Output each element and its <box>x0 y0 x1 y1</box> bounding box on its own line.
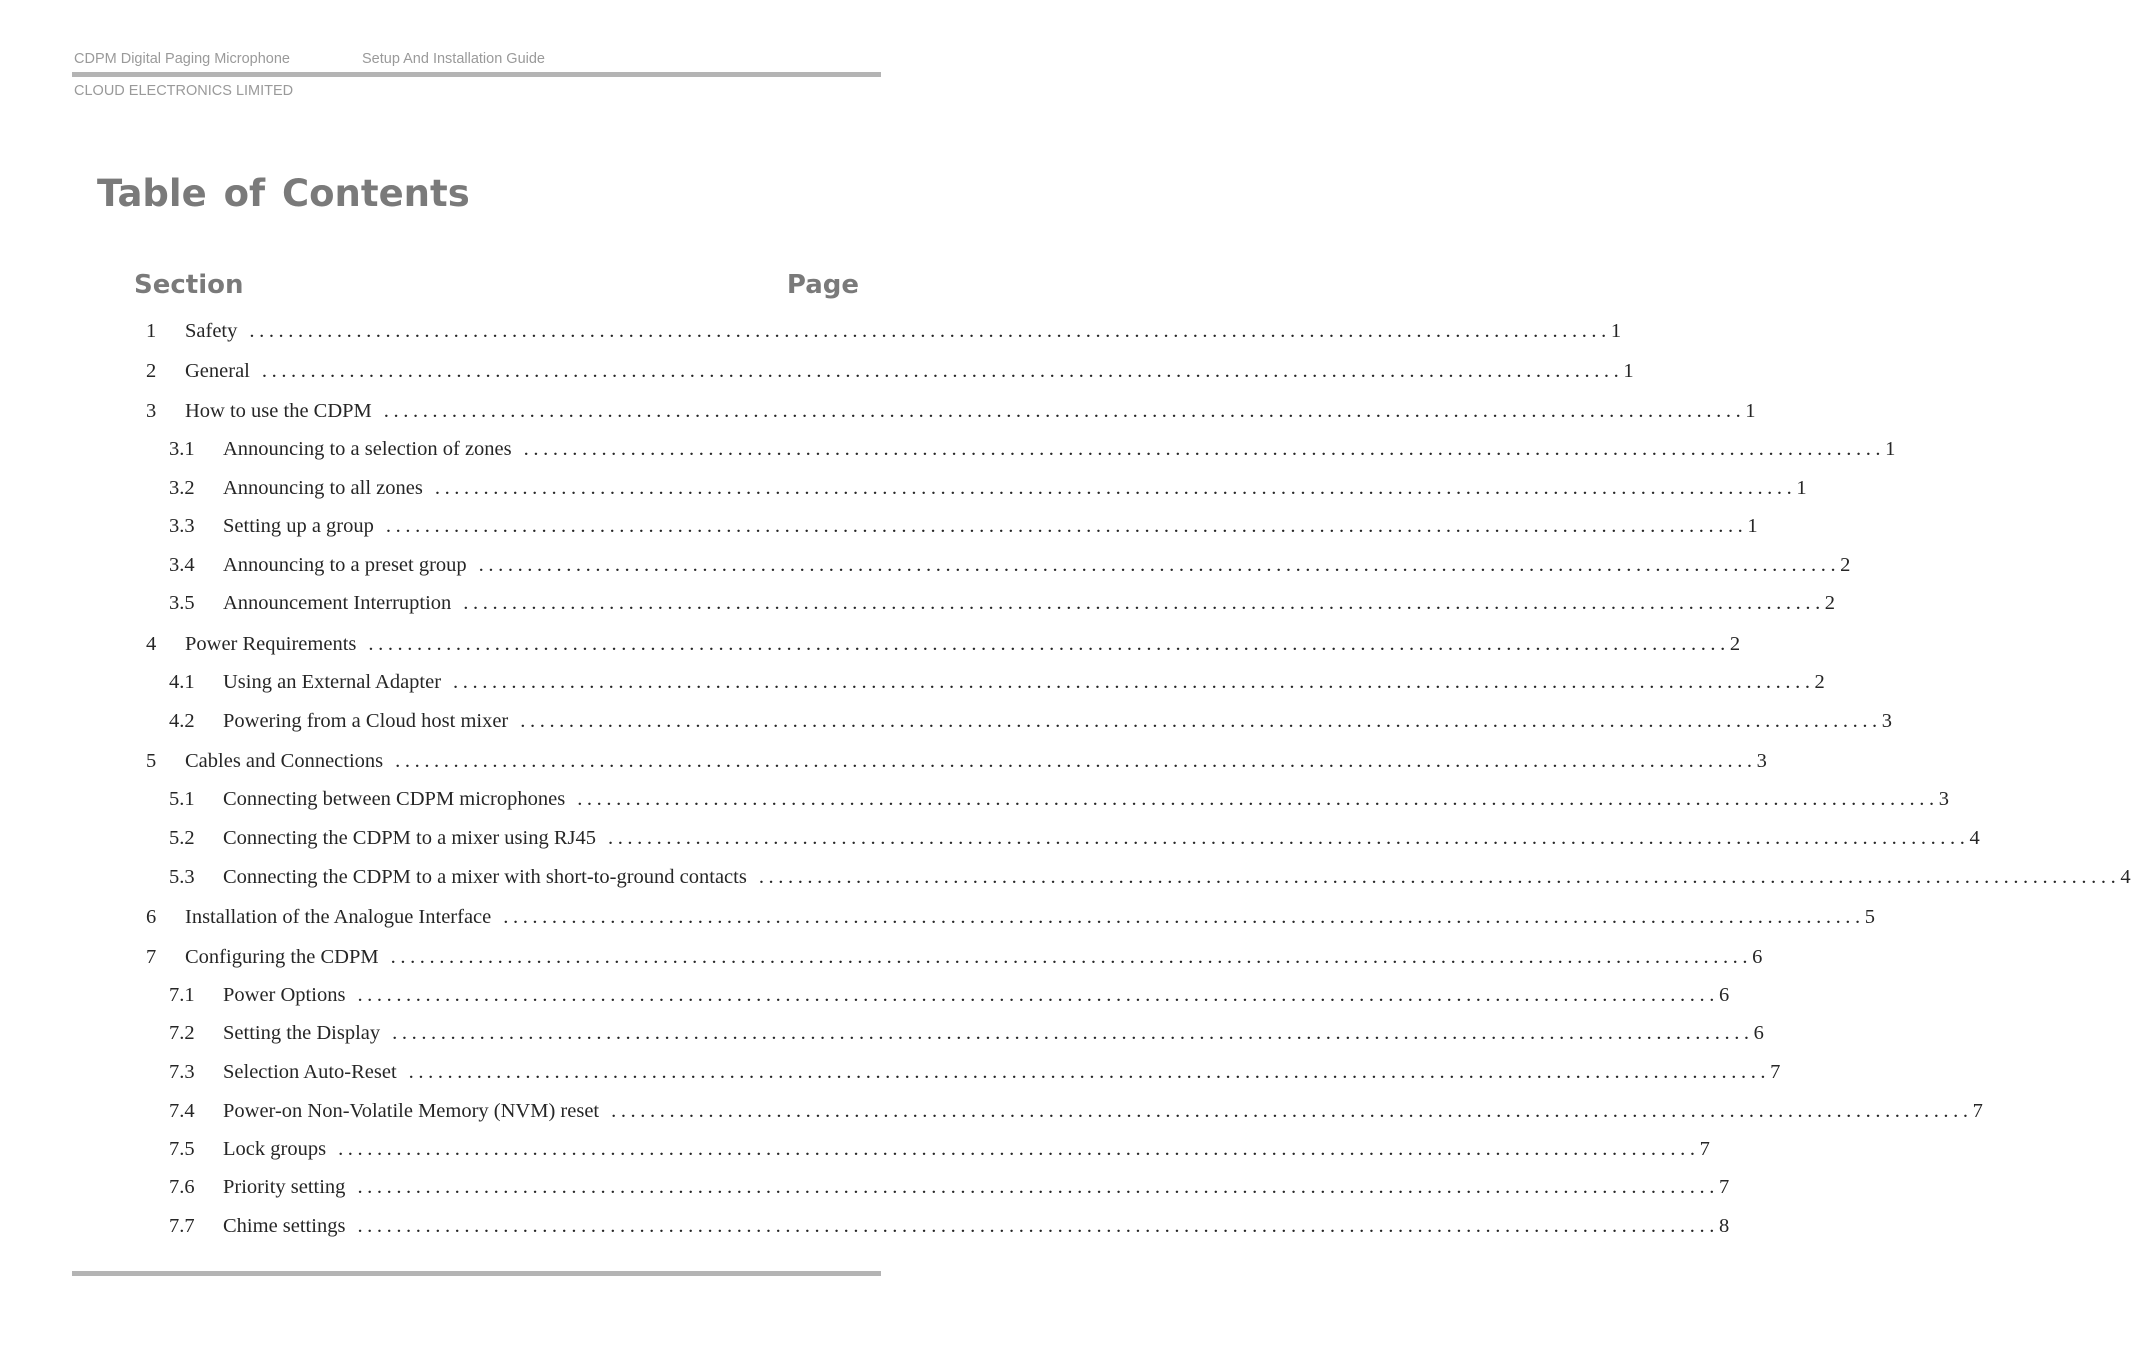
toc-entry[interactable] <box>146 515 1758 545</box>
toc-entry[interactable] <box>146 906 1875 936</box>
dot-leader: ............................................................................................................................................ <box>503 906 1865 928</box>
toc-entry-number: 4.1 <box>169 671 195 693</box>
dot-leader: ............................................................................................................................................ <box>758 866 2121 888</box>
dot-leader: ............................................................................................................................................ <box>249 320 1611 342</box>
toc-entry[interactable] <box>146 477 1807 507</box>
toc-entry-number: 7.7 <box>169 1215 195 1237</box>
toc-entry-number: 3.3 <box>169 515 195 537</box>
toc-entry[interactable] <box>146 866 2131 896</box>
toc-entry-title: Announcing to a preset group <box>223 554 467 576</box>
toc-entry-page: 3 <box>1756 750 1767 772</box>
toc-entry-number: 3.4 <box>169 554 195 576</box>
toc-entry-title: Announcing to all zones <box>223 477 423 499</box>
toc-entry-page: 1 <box>1885 438 1896 460</box>
toc-entry-page: 2 <box>1729 633 1741 655</box>
toc-entry-page: 2 <box>1814 671 1825 693</box>
toc-entry-page: 4 <box>2120 866 2131 888</box>
toc-entry[interactable] <box>146 554 1851 584</box>
toc-entry-number: 4.2 <box>169 710 195 732</box>
toc-entry-page: 3 <box>1938 788 1949 810</box>
toc-entry-number: 6 <box>146 906 157 928</box>
toc-entry-number: 5.3 <box>169 866 195 888</box>
page-title: Table of Contents <box>97 172 470 215</box>
dot-leader: ............................................................................................................................................ <box>392 1022 1754 1044</box>
toc-entry-number: 3.2 <box>169 477 195 499</box>
toc-entry-number: 5 <box>146 750 157 772</box>
header-company: CLOUD ELECTRONICS LIMITED <box>74 83 294 99</box>
dot-leader: ............................................................................................................................................ <box>607 827 1970 849</box>
toc-entry-title: Powering from a Cloud host mixer <box>223 710 509 732</box>
toc-entry-page: 7 <box>1972 1100 1983 1122</box>
toc-entry-page: 5 <box>1864 906 1875 928</box>
toc-entry-number: 1 <box>146 320 157 342</box>
toc-entry-number: 7.6 <box>169 1176 195 1198</box>
footer-rule <box>72 1271 881 1276</box>
toc-entry-number: 5.2 <box>169 827 195 849</box>
toc-entry[interactable] <box>146 788 1949 818</box>
toc-entry-page: 1 <box>1610 320 1622 342</box>
dot-leader: ............................................................................................................................................ <box>338 1138 1700 1160</box>
toc-entry-title: Configuring the CDPM <box>185 946 379 968</box>
toc-entry-page: 1 <box>1745 400 1756 422</box>
toc-entry-number: 7.3 <box>169 1061 195 1083</box>
toc-entry-number: 3 <box>146 400 157 422</box>
toc-entry[interactable] <box>146 1061 1781 1091</box>
toc-entry-title: Power Requirements <box>185 633 357 655</box>
toc-entry-title: Selection Auto-Reset <box>223 1061 397 1083</box>
toc-entry-title: Using an External Adapter <box>223 671 442 693</box>
toc-entry[interactable] <box>146 1138 1710 1168</box>
toc-entry-page: 7 <box>1718 1176 1730 1198</box>
toc-entry-page: 7 <box>1770 1061 1781 1083</box>
toc-entry-page: 1 <box>1623 360 1634 382</box>
dot-leader: ............................................................................................................................................ <box>434 477 1797 499</box>
section-column-heading: Section <box>134 270 244 300</box>
toc-entry[interactable] <box>146 710 1893 740</box>
toc-entry-page: 6 <box>1752 946 1763 968</box>
toc-entry[interactable] <box>146 671 1825 701</box>
toc-entry[interactable] <box>146 360 1634 390</box>
dot-leader: ............................................................................................................................................ <box>357 1176 1719 1198</box>
dot-leader: ............................................................................................................................................ <box>523 438 1886 460</box>
toc-entry[interactable] <box>146 592 1836 622</box>
toc-entry-page: 8 <box>1718 1215 1730 1237</box>
toc-entry-number: 5.1 <box>169 788 195 810</box>
toc-entry-number: 7.2 <box>169 1022 195 1044</box>
toc-entry-page: 4 <box>1969 827 1980 849</box>
dot-leader: ............................................................................................................................................ <box>577 788 1939 810</box>
dot-leader: ............................................................................................................................................ <box>520 710 1882 732</box>
toc-entry[interactable] <box>146 1100 1983 1130</box>
dot-leader: ............................................................................................................................................ <box>385 515 1748 537</box>
toc-entry-title: Announcing to a selection of zones <box>223 438 512 460</box>
toc-entry-number: 4 <box>146 633 157 655</box>
toc-entry[interactable] <box>146 1022 1764 1052</box>
dot-leader: ............................................................................................................................................ <box>383 400 1746 422</box>
dot-leader: ............................................................................................................................................ <box>368 633 1730 655</box>
toc-entry-page: 2 <box>1824 592 1836 614</box>
toc-entry-title: How to use the CDPM <box>185 400 372 422</box>
toc-entry-page: 6 <box>1718 984 1730 1006</box>
toc-entry-number: 2 <box>146 360 157 382</box>
toc-entry[interactable] <box>146 750 1767 780</box>
toc-entry-title: Power Options <box>223 984 346 1006</box>
toc-entry-title: Chime settings <box>223 1215 346 1237</box>
toc-entry[interactable] <box>146 827 1980 857</box>
dot-leader: ............................................................................................................................................ <box>357 984 1719 1006</box>
toc-entry-page: 7 <box>1699 1138 1710 1160</box>
toc-entry[interactable] <box>146 320 1622 350</box>
toc-entry-title: Power-on Non-Volatile Memory (NVM) reset <box>223 1100 600 1122</box>
header-guide-title: Setup And Installation Guide <box>362 51 545 67</box>
toc-entry-title: Announcement Interruption <box>223 592 452 614</box>
toc-entry-title: Priority setting <box>223 1176 346 1198</box>
page-column-heading: Page <box>786 270 859 300</box>
dot-leader: ............................................................................................................................................ <box>357 1215 1719 1237</box>
toc-entry-title: Lock groups <box>223 1138 327 1160</box>
toc-entry-title: Installation of the Analogue Interface <box>185 906 492 928</box>
dot-leader: ............................................................................................................................................ <box>395 750 1757 772</box>
header-product: CDPM Digital Paging Microphone <box>74 51 290 67</box>
toc-entry-number: 7.5 <box>169 1138 195 1160</box>
toc-entry-page: 3 <box>1881 710 1893 732</box>
dot-leader: ............................................................................................................................................ <box>390 946 1753 968</box>
dot-leader: ............................................................................................................................................ <box>261 360 1624 382</box>
toc-entry-title: Connecting the CDPM to a mixer with short-to-ground contacts <box>223 866 747 888</box>
toc-entry-number: 7.4 <box>169 1100 195 1122</box>
toc-entry[interactable] <box>146 1176 1730 1206</box>
toc-entry-title: Cables and Connections <box>185 750 384 772</box>
toc-entry-title: Setting up a group <box>223 515 374 537</box>
toc-entry-number: 3.1 <box>169 438 195 460</box>
dot-leader: ............................................................................................................................................ <box>453 671 1815 693</box>
toc-entry-number: 3.5 <box>169 592 195 614</box>
dot-leader: ............................................................................................................................................ <box>463 592 1825 614</box>
toc-entry-title: Setting the Display <box>223 1022 381 1044</box>
toc-entry[interactable] <box>146 984 1730 1014</box>
toc-entry[interactable] <box>146 400 1756 430</box>
toc-entry-title: Connecting the CDPM to a mixer using RJ45 <box>223 827 596 849</box>
toc-entry[interactable] <box>146 1215 1730 1245</box>
toc-entry-title: Safety <box>185 320 238 342</box>
toc-entry[interactable] <box>146 633 1741 663</box>
dot-leader: ............................................................................................................................................ <box>408 1061 1771 1083</box>
toc-entry-title: Connecting between CDPM microphones <box>223 788 566 810</box>
toc-entry-title: General <box>185 360 250 382</box>
toc-entry-page: 1 <box>1796 477 1807 499</box>
toc-entry-number: 7.1 <box>169 984 195 1006</box>
dot-leader: ............................................................................................................................................ <box>611 1100 1973 1122</box>
dot-leader: ............................................................................................................................................ <box>478 554 1841 576</box>
header-rule <box>72 72 881 77</box>
toc-entry-page: 6 <box>1753 1022 1764 1044</box>
toc-entry-page: 1 <box>1747 515 1758 537</box>
toc-entry[interactable] <box>146 946 1763 976</box>
toc-entry[interactable] <box>146 438 1896 468</box>
toc-entry-number: 7 <box>146 946 157 968</box>
toc-entry-page: 2 <box>1840 554 1851 576</box>
